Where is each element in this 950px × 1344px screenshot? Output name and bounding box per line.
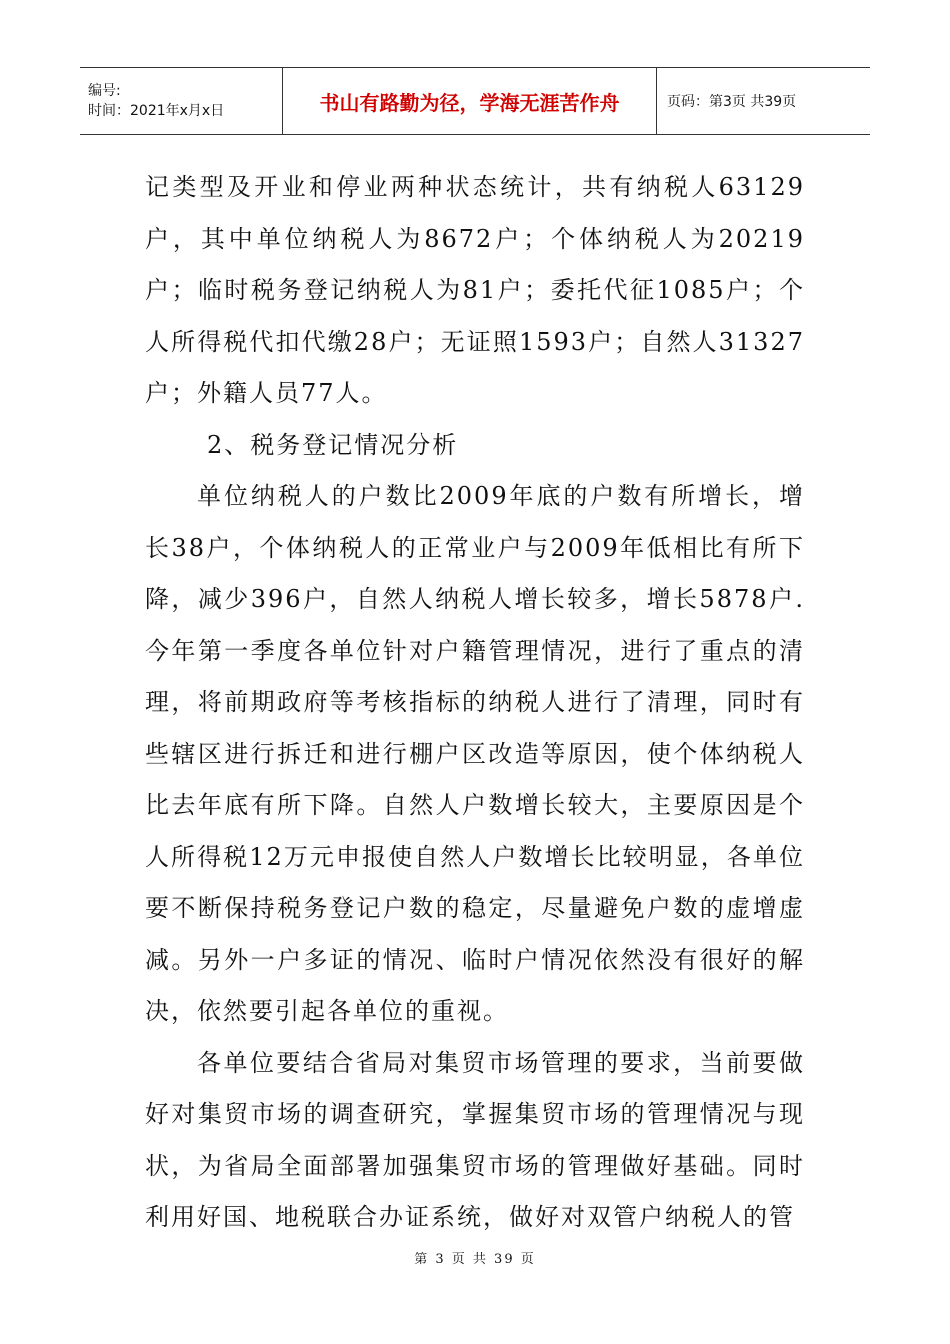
header-page-code: 页码：第3页 共39页: [667, 94, 797, 110]
document-number-label: 编号:: [88, 83, 121, 99]
paragraph-analysis: 单位纳税人的户数比2009年底的户数有所增长，增长38户，个体纳税人的正常业户与2009年低相比有所下降，减少396户，自然人纳税人增长较多，增长5878户.今年第一季度各单位针对户籍管理情况，进行了重点的清理，将前期政府等考核指标的纳税人进行了清理，同时有些辖区进行拆迁和进行棚户区改造等原因，使个体纳税人比去年底有所下降。自然人户数增长较大，主要原因是个人所得税12万元申报使自然人户数增长比较明显，各单位要不断保持税务登记户数的稳定，尽量避免户数的虚增虚减。另外一户多证的情况、临时户情况依然没有很好的解决，依然要引起各单位的重视。: [145, 482, 805, 1025]
document-body: [145, 162, 805, 1244]
paragraph-registration-stats: 记类型及开业和停业两种状态统计，共有纳税人63129户，其中单位纳税人为8672户；个体纳税人为20219户；临时税务登记纳税人为81户；委托代征1085户；个人所得税代扣代缴28户；无证照1593户；自然人31327户；外籍人员77人。: [145, 173, 805, 407]
header-meta: [80, 68, 283, 134]
page-footer: 第 3 页 共 39 页: [414, 1252, 536, 1267]
paragraph-market-management: 各单位要结合省局对集贸市场管理的要求，当前要做好对集贸市场的调查研究，掌握集贸市场的管理情况与现状，为省局全面部署加强集贸市场的管理做好基础。同时利用好国、地税联合办证系统，做好对双管户纳税人的管: [145, 1048, 805, 1231]
page-header: [80, 67, 870, 135]
document-date: 时间：2021年x月x日: [88, 103, 225, 119]
section-heading: 2、税务登记情况分析: [207, 430, 459, 459]
header-motto: 书山有路勤为径，学海无涯苦作舟: [283, 68, 657, 134]
